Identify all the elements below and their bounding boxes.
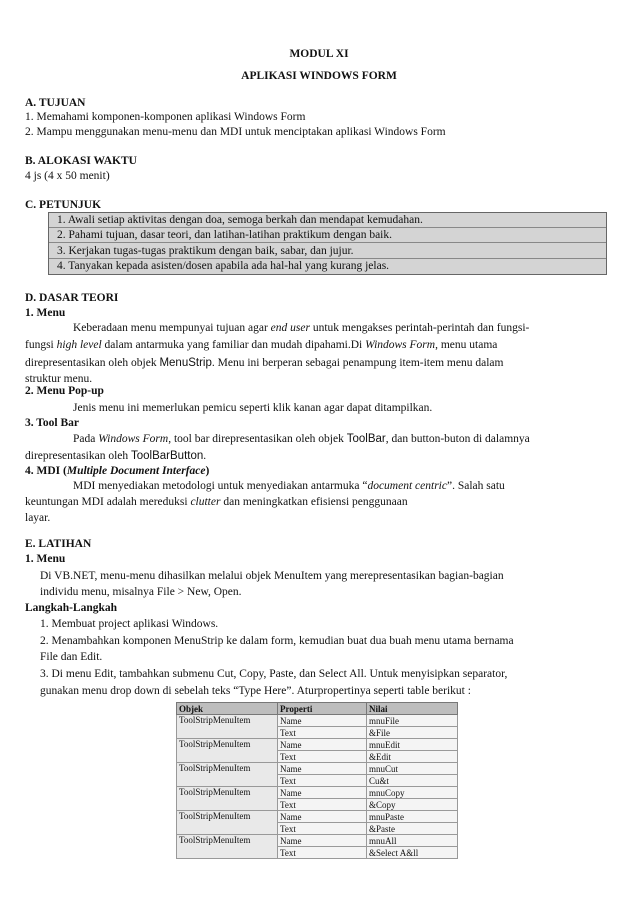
table-cell-properti: Name [278,763,367,775]
table-cell-properti: Text [278,799,367,811]
teori-mdi-heading: 4. MDI (Multiple Document Interface) [25,465,210,477]
section-latihan-heading: E. LATIHAN [25,538,92,550]
petunjuk-item: 3. Kerjakan tugas-tugas praktikum dengan baik, sabar, dan jujur. [49,244,606,259]
table-cell-nilai: mnuAll [367,835,458,847]
table-cell-properti: Text [278,775,367,787]
table-row [177,811,458,823]
teori-popup-heading: 2. Menu Pop-up [25,385,104,397]
table-cell-nilai: mnuCopy [367,787,458,799]
table-cell-objek: ToolStripMenuItem [177,763,278,787]
latihan-steps-heading: Langkah-Langkah [25,602,118,614]
latihan-step: 1. Membuat project aplikasi Windows. [40,618,219,630]
table-cell-nilai: Cu&t [367,775,458,787]
table-cell-objek: ToolStripMenuItem [177,715,278,739]
latihan-step: File dan Edit. [40,651,103,663]
latihan-step: gunakan menu drop down di sebelah teks “Type Here”. Aturpropertinya seperti table berikut : [40,685,471,697]
table-cell-properti: Name [278,835,367,847]
table-cell-nilai: mnuPaste [367,811,458,823]
teori-menu-line: Keberadaan menu mempunyai tujuan agar end user untuk mengakses perintah-perintah dan fungsi- [73,322,530,334]
table-cell-properti: Name [278,715,367,727]
section-tujuan-heading: A. TUJUAN [25,97,86,109]
latihan-intro: Di VB.NET, menu-menu dihasilkan melalui objek MenuItem yang merepresentasikan bagian-bagian [40,570,504,582]
table-header-cell: Properti [278,703,367,715]
module-title: MODUL XI [289,48,349,60]
table-cell-nilai: mnuFile [367,715,458,727]
section-teori-heading: D. DASAR TEORI [25,292,119,304]
table-cell-properti: Text [278,847,367,859]
teori-toolbar-heading: 3. Tool Bar [25,417,80,429]
table-row [177,787,458,799]
table-cell-nilai: &Edit [367,751,458,763]
table-cell-properti: Text [278,823,367,835]
table-cell-properti: Text [278,727,367,739]
table-header-cell: Objek [177,703,278,715]
teori-toolbar-line: direpresentasikan oleh ToolBarButton. [25,450,207,462]
table-row [177,715,458,727]
teori-mdi-line: keuntungan MDI adalah mereduksi clutter dan meningkatkan efisiensi penggunaan [25,496,408,508]
module-subtitle: APLIKASI WINDOWS FORM [241,70,397,82]
table-cell-nilai: &Copy [367,799,458,811]
table-row [177,763,458,775]
petunjuk-box [48,212,607,275]
table-cell-properti: Name [278,811,367,823]
property-table [176,702,458,859]
table-row [177,739,458,751]
table-cell-nilai: mnuCut [367,763,458,775]
teori-popup-text: Jenis menu ini memerlukan pemicu seperti klik kanan agar dapat ditampilkan. [73,402,433,414]
teori-menu-line: direpresentasikan oleh objek MenuStrip. Menu ini berperan sebagai penampung item-item menu dalam [25,357,504,369]
table-cell-properti: Text [278,751,367,763]
table-cell-objek: ToolStripMenuItem [177,835,278,859]
section-petunjuk-heading: C. PETUNJUK [25,199,102,211]
table-row [177,835,458,847]
table-cell-nilai: &Select A&ll [367,847,458,859]
teori-menu-line: struktur menu. [25,373,93,385]
latihan-step: 2. Menambahkan komponen MenuStrip ke dalam form, kemudian buat dua buah menu utama bernama [40,635,514,647]
section-alokasi-heading: B. ALOKASI WAKTU [25,155,137,167]
table-cell-properti: Name [278,739,367,751]
teori-mdi-line: layar. [25,512,51,524]
table-cell-nilai: mnuEdit [367,739,458,751]
petunjuk-item: 1. Awali setiap aktivitas dengan doa, semoga berkah dan mendapat kemudahan. [49,213,606,228]
table-cell-nilai: &Paste [367,823,458,835]
table-body [177,715,458,859]
latihan-intro: individu menu, misalnya File > New, Open. [40,586,242,598]
petunjuk-item: 2. Pahami tujuan, dasar teori, dan latihan-latihan praktikum dengan baik. [49,228,606,243]
alokasi-text: 4 js (4 x 50 menit) [25,170,110,182]
table-header-row [177,703,458,715]
tujuan-item: 2. Mampu menggunakan menu-menu dan MDI untuk menciptakan aplikasi Windows Form [25,126,446,138]
table-cell-nilai: &File [367,727,458,739]
table-header-cell: Nilai [367,703,458,715]
table-cell-properti: Name [278,787,367,799]
table-cell-objek: ToolStripMenuItem [177,811,278,835]
teori-mdi-line: MDI menyediakan metodologi untuk menyediakan antarmuka “document centric”. Salah satu [73,480,505,492]
tujuan-item: 1. Memahami komponen-komponen aplikasi Windows Form [25,111,306,123]
petunjuk-item: 4. Tanyakan kepada asisten/dosen apabila ada hal-hal yang kurang jelas. [57,260,390,272]
latihan-step: 3. Di menu Edit, tambahkan submenu Cut, Copy, Paste, dan Select All. Untuk menyisipkan separator, [40,668,508,680]
teori-menu-line: fungsi high level dalam antarmuka yang familiar dan mudah dipahami.Di Windows Form, menu utama [25,339,498,351]
teori-toolbar-line: Pada Windows Form, tool bar direpresentasikan oleh objek ToolBar, dan button-buton di dalamnya [73,433,530,445]
table-cell-objek: ToolStripMenuItem [177,787,278,811]
teori-menu-heading: 1. Menu [25,307,66,319]
latihan-menu-heading: 1. Menu [25,553,66,565]
table-cell-objek: ToolStripMenuItem [177,739,278,763]
